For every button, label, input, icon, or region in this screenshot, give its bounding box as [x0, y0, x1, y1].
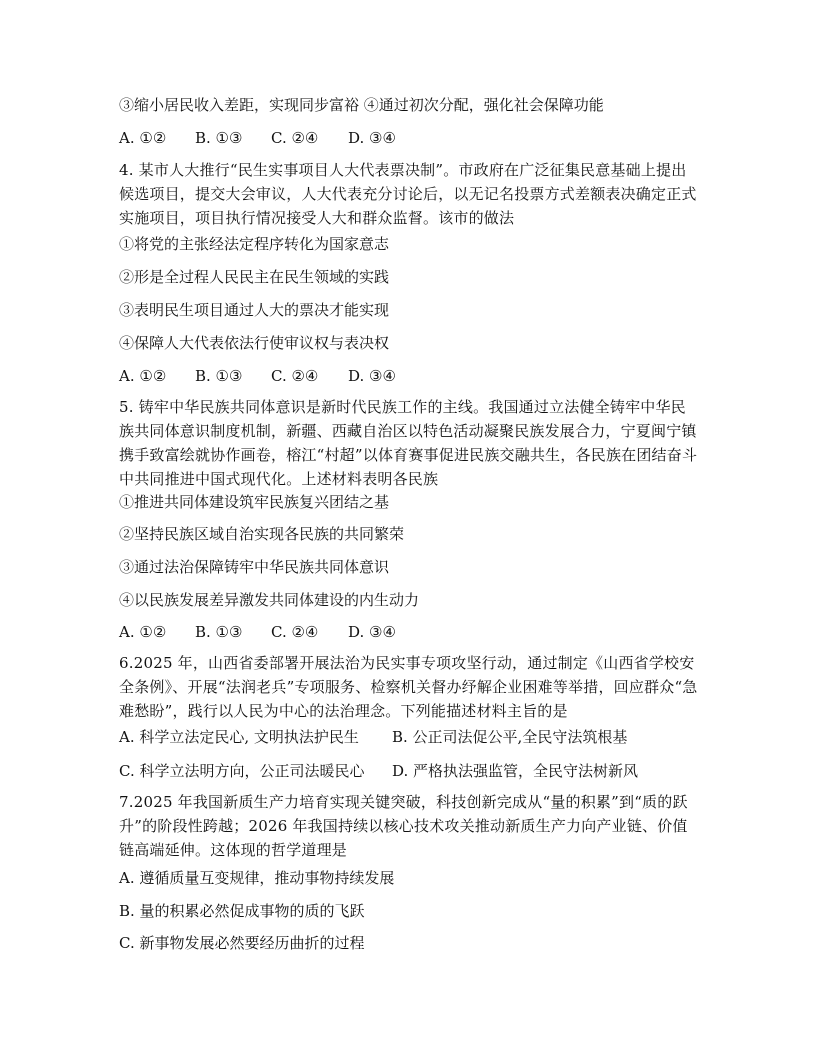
q6-option-b: B. 公正司法促公平,全民守法筑根基: [392, 728, 628, 746]
option-b: B. ①③: [195, 623, 243, 641]
option-d: D. ③④: [348, 129, 396, 147]
question-4: 4. 某市人大推行“民生实事项目人大代表票决制”。市政府在广泛征集民意基础上提出候选项目，提交大会审议，人大代表充分讨论后，以无记名投票方式差额表决确定正式实施项目，项目执行情况接受人大和群众监督。该市的做法: [119, 161, 697, 227]
option-c: C. ②④: [271, 367, 319, 385]
answer-options-q3: [119, 127, 396, 149]
option-c: C. ②④: [271, 623, 319, 641]
q7-option-c: C. 新事物发展必然要经历曲折的过程: [119, 934, 365, 952]
q4-statement-1: ①将党的主张经法定程序转化为国家意志: [119, 235, 390, 253]
answer-options-q5: [119, 621, 396, 643]
q6-options-row-1: [119, 726, 627, 748]
q7-option-b: B. 量的积累必然促成事物的质的飞跃: [119, 902, 365, 920]
option-c: C. ②④: [271, 129, 319, 147]
q6-option-a: A. 科学立法定民心, 文明执法护民生: [119, 728, 359, 746]
question-5: 5. 铸牢中华民族共同体意识是新时代民族工作的主线。我国通过立法健全铸牢中华民族共同体意识制度机制，新疆、西藏自治区以特色活动凝聚民族发展合力，宁夏闽宁镇携手致富绘就协作画卷，榕江“村超”以体育赛事促进民族交融共生，各民族在团结奋斗中共同推进中国式现代化。上述材料表明各民族: [119, 398, 698, 488]
q5-statement-1: ①推进共同体建设筑牢民族复兴团结之基: [119, 493, 390, 511]
question-7: 7.2025 年我国新质生产力培育实现关键突破，科技创新完成从“量的积累”到“质的跃升”的阶段性跨越；2026 年我国持续以核心技术攻关推动新质生产力向产业链、价值链高端延伸。这体现的哲学道理是: [119, 793, 688, 859]
q6-options-row-2: [119, 760, 638, 782]
q5-statement-2: ②坚持民族区域自治实现各民族的共同繁荣: [119, 525, 405, 543]
option-d: D. ③④: [348, 623, 396, 641]
q5-statement-4: ④以民族发展差异激发共同体建设的内生动力: [119, 591, 420, 609]
option-d: D. ③④: [348, 367, 396, 385]
option-b: B. ①③: [195, 129, 243, 147]
option-a: A. ①②: [119, 367, 167, 385]
q4-statement-2: ②形是全过程人民民主在民生领域的实践: [119, 268, 390, 286]
q7-option-a: A. 遵循质量互变规律，推动事物持续发展: [119, 869, 395, 887]
option-a: A. ①②: [119, 623, 167, 641]
statement-3-4: ③缩小居民收入差距，实现同步富裕 ④通过初次分配，强化社会保障功能: [119, 96, 604, 114]
q4-statement-3: ③表明民生项目通过人大的票决才能实现: [119, 301, 390, 319]
option-a: A. ①②: [119, 129, 167, 147]
answer-options-q4: [119, 365, 396, 387]
question-6: 6.2025 年，山西省委部署开展法治为民实事专项攻坚行动，通过制定《山西省学校安全条例》、开展“法润老兵”专项服务、检察机关督办纾解企业困难等举措，回应群众“急难愁盼”，践行以人民为中心的法治理念。下列能描述材料主旨的是: [119, 654, 698, 720]
q6-option-d: D. 严格执法强监管，全民守法树新风: [392, 762, 639, 780]
q5-statement-3: ③通过法治保障铸牢中华民族共同体意识: [119, 558, 390, 576]
q6-option-c: C. 科学立法明方向，公正司法暖民心: [119, 762, 365, 780]
q4-statement-4: ④保障人大代表依法行使审议权与表决权: [119, 334, 390, 352]
option-b: B. ①③: [195, 367, 243, 385]
